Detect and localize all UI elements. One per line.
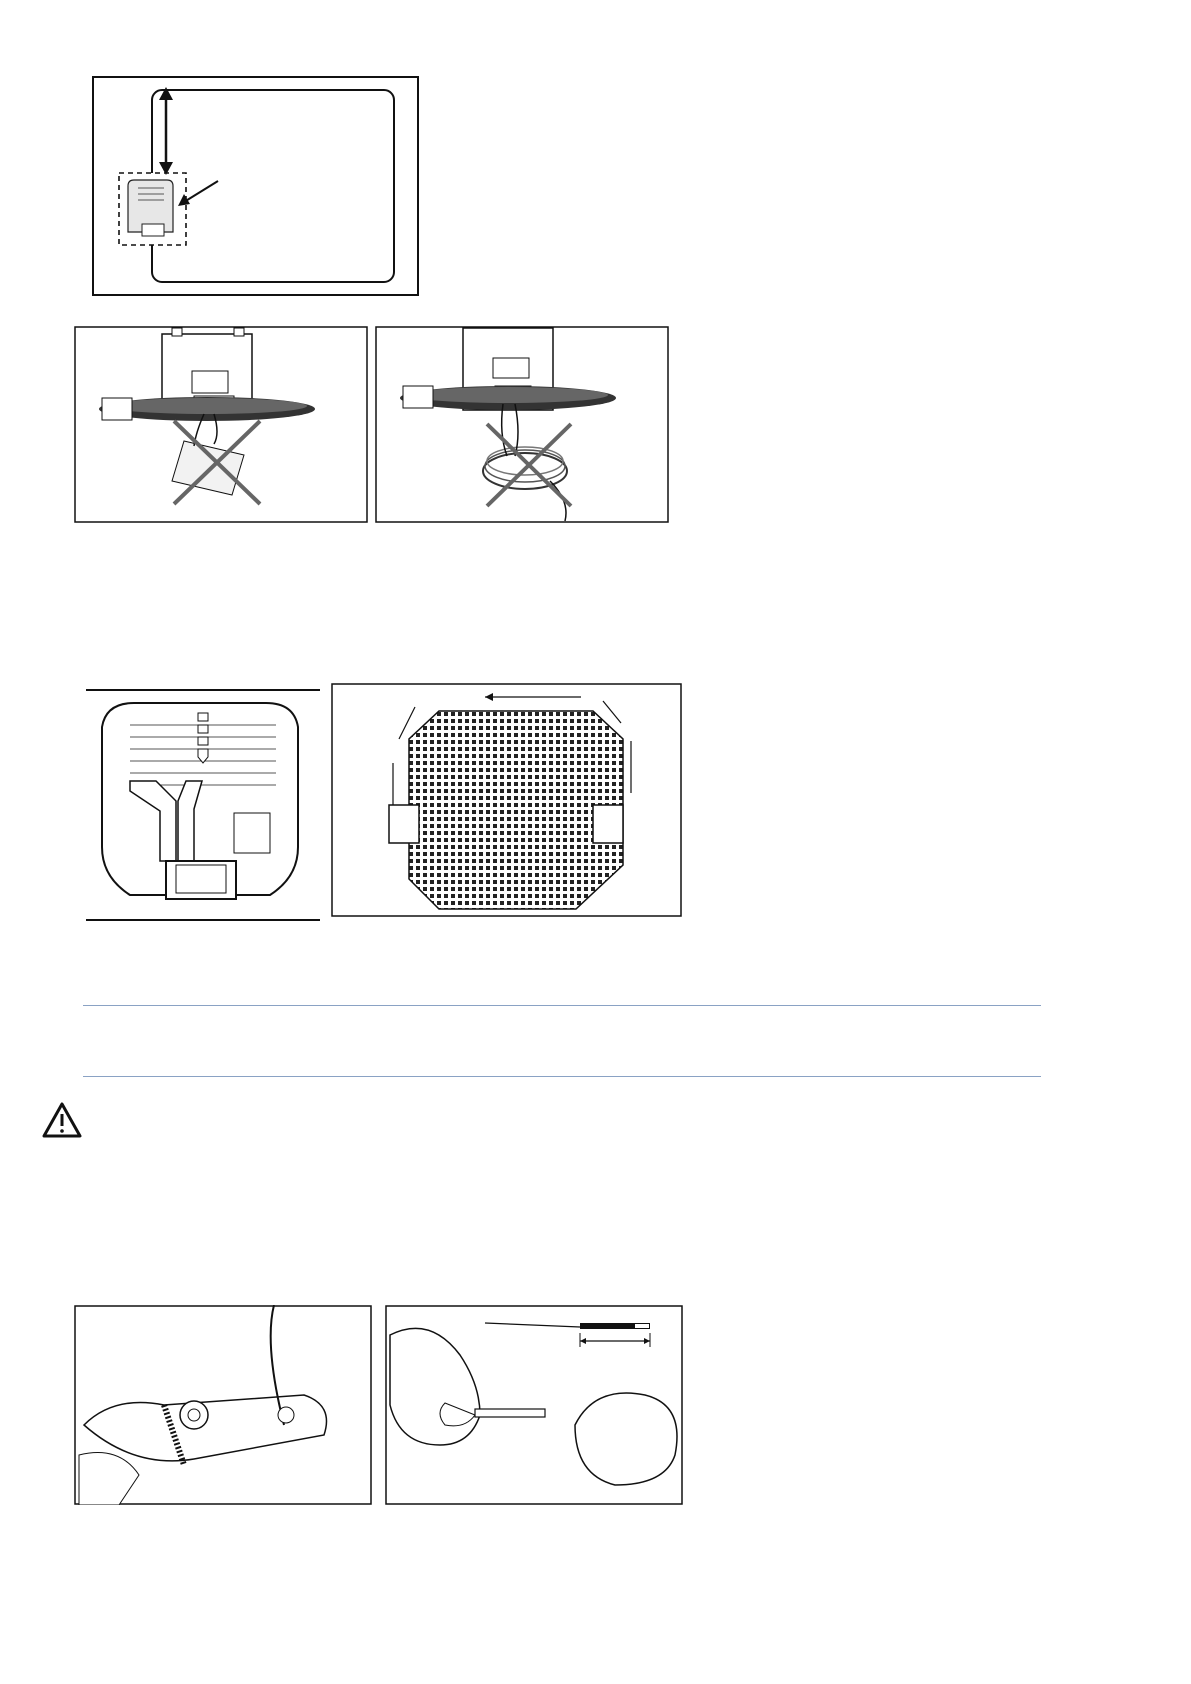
no-coiled-cable-figure (375, 326, 669, 523)
lawn-path-figure (331, 683, 682, 917)
section-divider-bottom (83, 1076, 1041, 1077)
no-extension-cable-figure (74, 326, 368, 523)
warning-triangle-icon (42, 1102, 82, 1138)
section-divider-top (83, 1005, 1041, 1006)
wire-stripper-figure (74, 1305, 372, 1505)
stripped-wire-figure (385, 1305, 683, 1505)
station-top-view-figure (86, 689, 320, 921)
station-placement-figure (92, 76, 419, 296)
